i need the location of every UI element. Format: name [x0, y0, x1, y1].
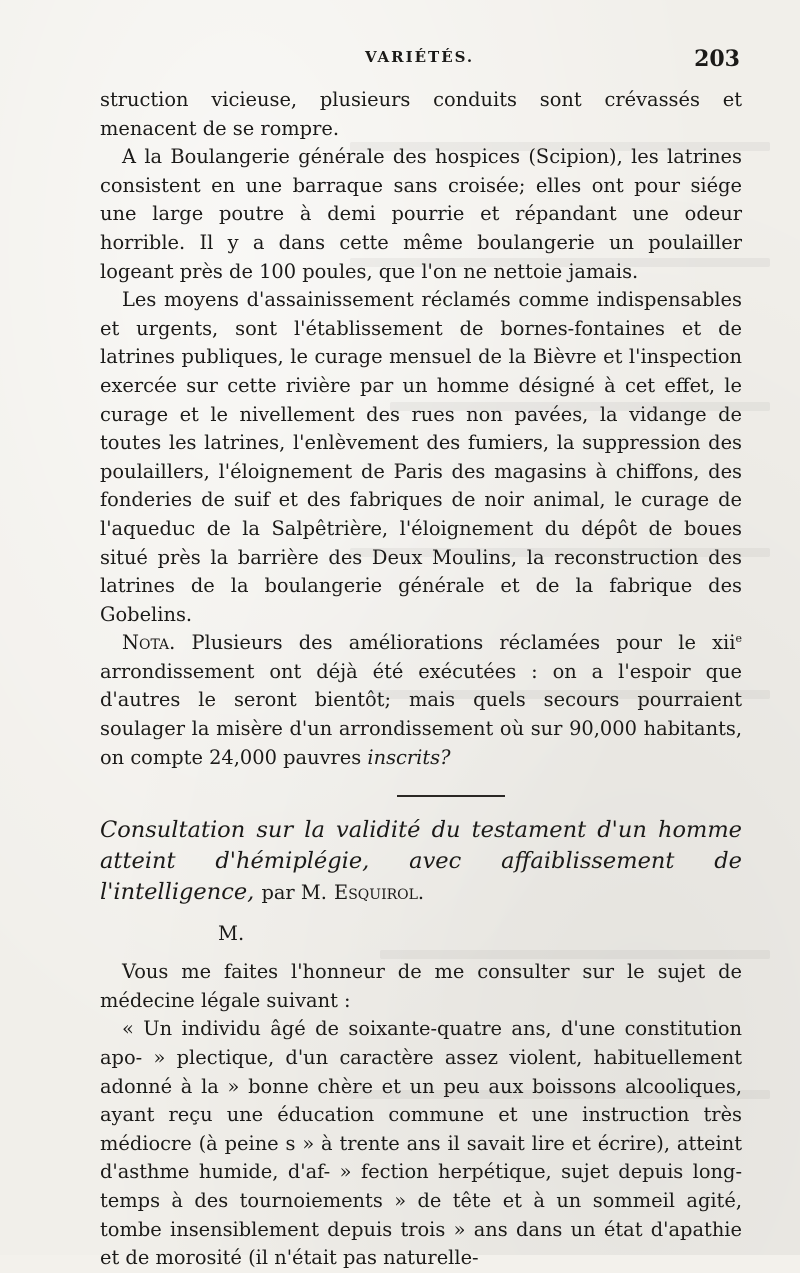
author-name: Esquirol.: [334, 881, 425, 905]
nota-ordinal: xii: [712, 631, 736, 655]
page-body: [100, 86, 742, 1273]
nota-text-a: Plusieurs des améliorations réclamées pour le: [191, 631, 696, 655]
running-head: VARIÉTÉS.: [365, 48, 475, 66]
paragraph-boulangerie: A la Boulangerie générale des hospices (Scipion), les latrines consistent en une barraque sans croisée; elles ont pour siége une large poutre à demi pourrie et répandant une odeur horrible. Il y a dans cette même boulangerie un poulailler logeant près de 100 poules, que l'on ne nettoie jamais.: [100, 145, 742, 283]
nota-label: Nota.: [122, 631, 176, 655]
paragraph-nota: [100, 629, 742, 772]
nota-italic: inscrits?: [367, 745, 451, 769]
paragraph-assainissement: Les moyens d'assainissement réclamés comme indispensables et urgents, sont l'établissement de bornes-fontaines et de latrines publiques, le curage mensuel de la Bièvre et l'inspection exercée sur cette rivière par un homme désigné à cet effet, le curage et le nivellement des rues non pavées, la vidange de toutes les latrines, l'enlèvement des fumiers, la suppression des poulaillers, l'éloignement de Paris des magasins à chiffons, des fonderies de suif et des fabriques de noir animal, le curage de l'aqueduc de la Salpêtrière, l'éloignement du dépôt de boues situé près la barrière des Deux Moulins, la reconstruction des latrines de la boulangerie générale et de la fabrique des Gobelins.: [100, 288, 742, 626]
paragraph-continued: struction vicieuse, plusieurs conduits sont crévassés et menacent de se rompre.: [100, 88, 742, 140]
nota-text-b: arrondissement ont déjà été exécutées : on a l'espoir que d'autres le seront bientôt; mais quels secours pourraient soulager la misère d'un arrondissement où sur 90,000 habitants, on compte 24,000 pauvres: [100, 659, 742, 769]
author-prefix: par M.: [261, 881, 327, 905]
article-title-text: Consultation sur la validité du testament d'un homme atteint d'hémiplégie, avec affaiblissement de l'intelligence,: [100, 817, 742, 906]
quoted-case: « Un individu âgé de soixante-quatre ans, d'une constitution apo- » plectique, d'un caractère assez violent, habituellement adonné à la » bonne chère et un peu aux boissons alcooliques, ayant reçu une éducation commune et une instruction très médiocre (à peine s » à trente ans il savait lire et écrire), atteint d'asthme humide, d'af- » fection herpétique, sujet depuis long-temps à des tournoiements » de tête et à un sommeil agité, tombe insensiblement depuis trois » ans dans un état d'apathie et de morosité (il n'était pas naturelle-: [100, 1017, 742, 1270]
article-title: [100, 815, 742, 908]
paragraph-consultation: Vous me faites l'honneur de me consulter sur le sujet de médecine légale suivant :: [100, 960, 742, 1012]
page-header: [100, 46, 740, 76]
salutation: M.: [218, 922, 245, 946]
page-number: 203: [694, 46, 740, 72]
section-rule: [397, 795, 505, 797]
nota-ordinal-suffix: e: [735, 632, 742, 646]
